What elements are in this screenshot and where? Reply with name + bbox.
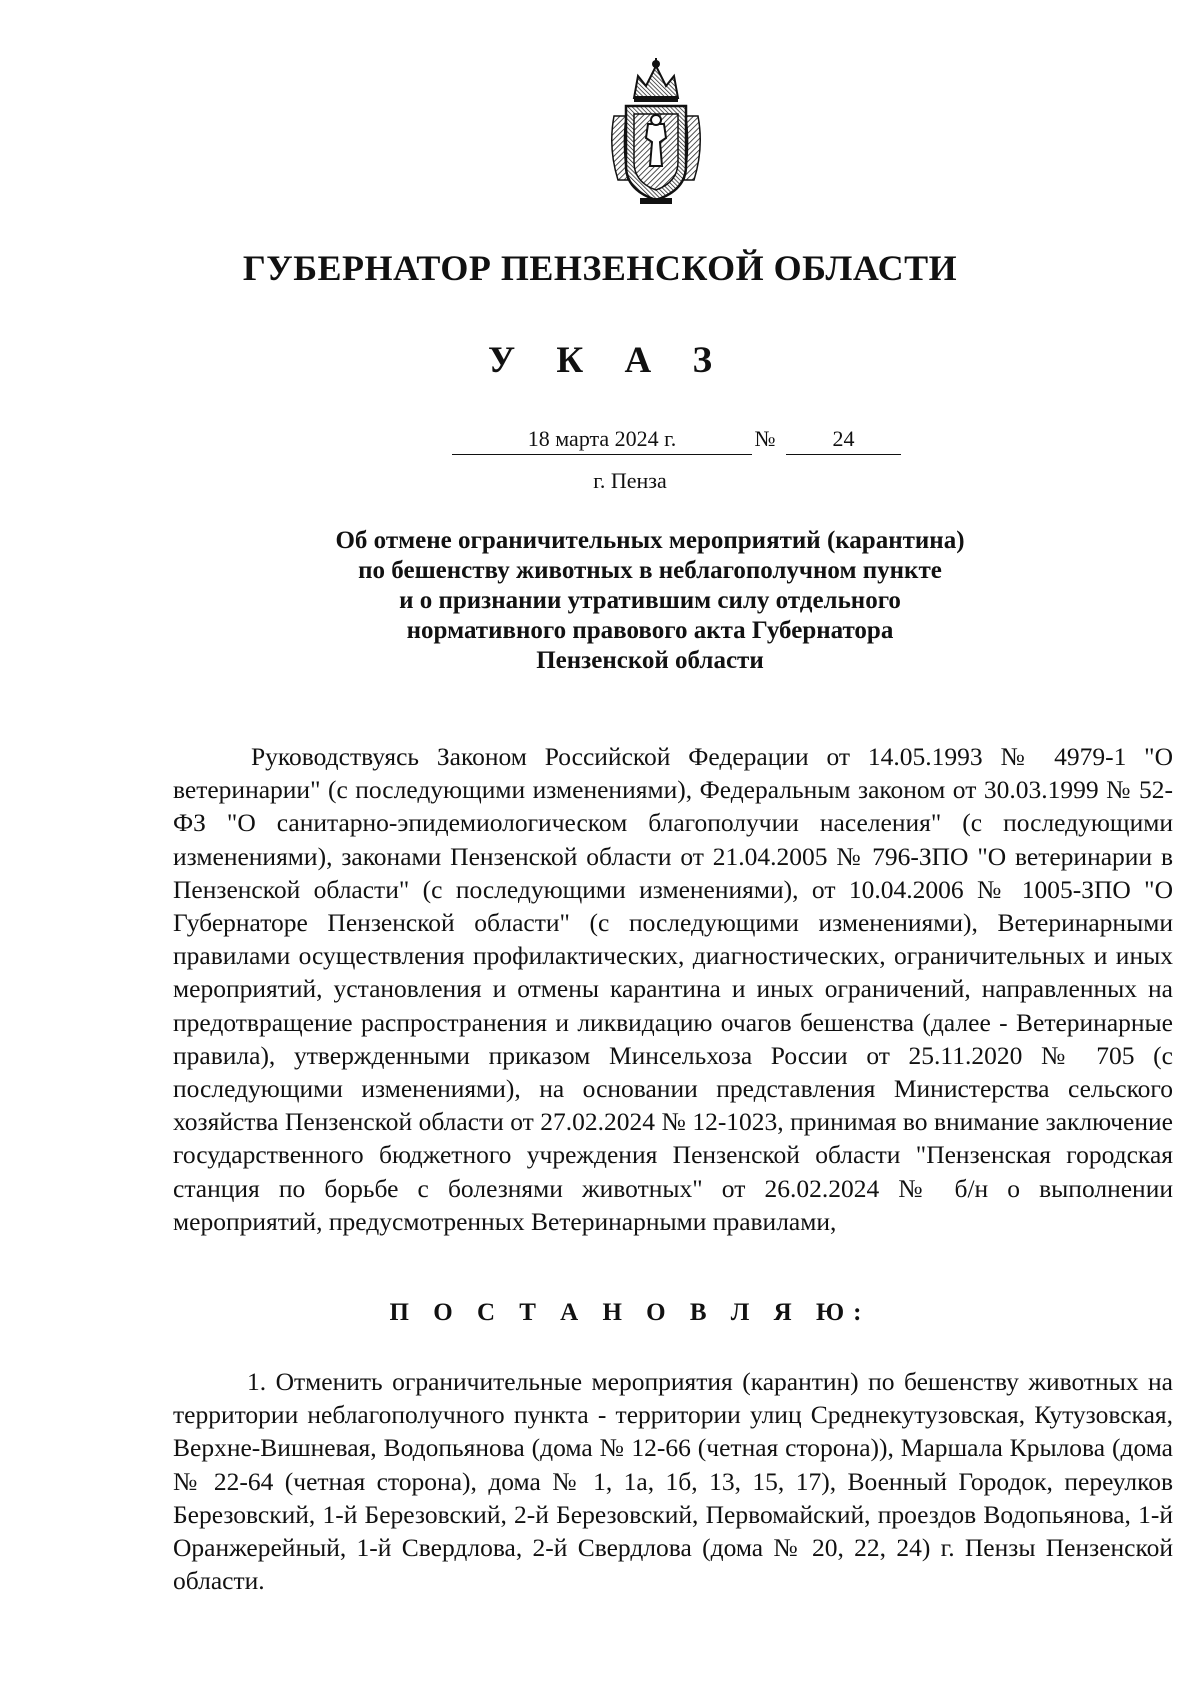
document-type: У К А З (488, 340, 728, 381)
preamble-paragraph: Руководствуясь Законом Российской Федерации от 14.05.1993 № 4979-1 "О ветеринарии" (с последующими изменениями), Федеральным законом от 30.03.1999 № 52-ФЗ "О санитарно-эпидемиологическом благополучии населения" (с последующими изменениями), законами Пензенской области от 21.04.2005 № 796-ЗПО "О ветеринарии в Пензенской области" (с последующими изменениями), от 10.04.2006 № 1005-ЗПО "О Губернаторе Пензенской области" (с последующими изменениями), Ветеринарными правилами осуществления профилактических, диагностических, ограничительных и иных мероприятий, установления и отмены карантина и иных ограничений, направленных на предотвращение распространения и ликвидацию очагов бешенства (далее - Ветеринарные правила), утвержденными приказом Минсельхоза России от 25.11.2020 № 705 (с последующими изменениями), на основании представления Министерства сельского хозяйства Пензенской области от 27.02.2024 № 12-1023, принимая во внимание заключение государственного бюджетного учреждения Пензенской области "Пензенская городская станция по борьбе с болезнями животных" от 26.02.2024 № б/н о выполнении мероприятий, предусмотренных Ветеринарными правилами, (173, 742, 1173, 1236)
title-line: Пензенской области (536, 647, 764, 674)
title-line: нормативного правового акта Губернатора (406, 617, 894, 644)
title-line: Об отмене ограничительных мероприятий (карантина) (335, 527, 965, 554)
coat-of-arms-emblem (604, 58, 708, 208)
document-date: 18 марта 2024 г. (452, 426, 752, 455)
resolve-heading: П О С Т А Н О В Л Я Ю: (389, 1299, 871, 1326)
title-line: и о признании утратившим силу отдельного (399, 587, 901, 614)
number-sign: № (754, 426, 776, 451)
title-line: по бешенству животных в неблагополучном пункте (358, 557, 942, 584)
document-number: 24 (786, 426, 901, 455)
decree-item: 1. Отменить ограничительные мероприятия (карантин) по бешенству животных на территории неблагополучного пункта - территории улиц Среднекутузовская, Кутузовская, Верхне-Вишневая, Водопьянова (дома № 12-66 (четная сторона)), Маршала Крылова (дома № 22-64 (четная сторона), дома № 1, 1а, 1б, 13, 15, 17), Военный Городок, переулков Березовский, 1-й Березовский, 2-й Березовский, Первомайский, проездов Водопьянова, 1-й Оранжерейный, 1-й Свердлова, 2-й Свердлова (дома № 20, 22, 24) г. Пензы Пензенской области. (173, 1367, 1173, 1596)
authority-heading: ГУБЕРНАТОР ПЕНЗЕНСКОЙ ОБЛАСТИ (242, 248, 958, 288)
document-title (290, 526, 1010, 676)
document-city: г. Пенза (593, 468, 667, 493)
